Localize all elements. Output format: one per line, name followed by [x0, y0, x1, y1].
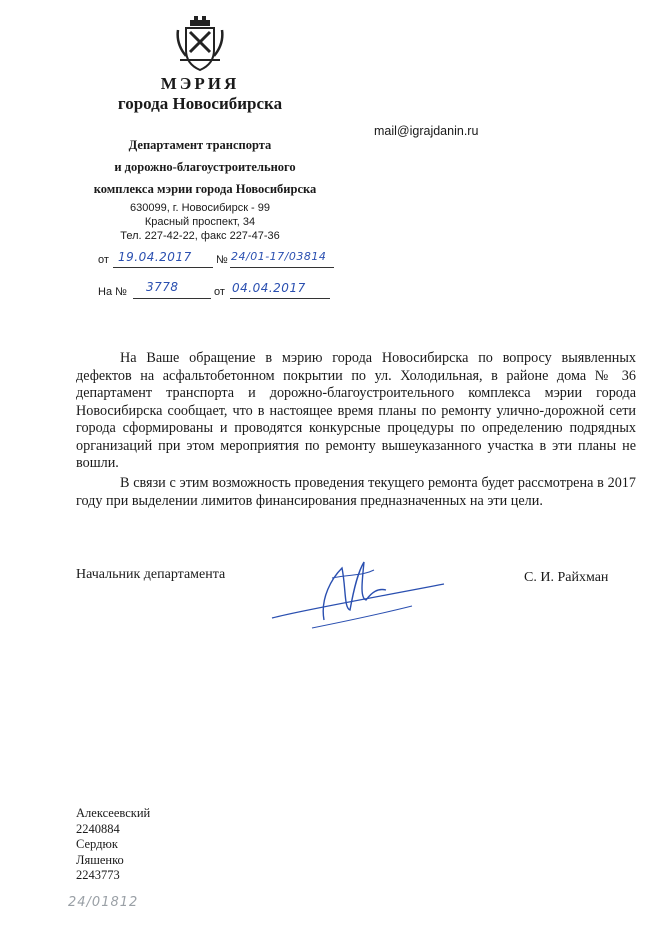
performer-phone: 2240884 — [76, 821, 120, 836]
address-line-2: Красный проспект, 34 — [144, 216, 256, 228]
department-line-2: и дорожно-благоустроительного — [114, 160, 296, 174]
performer-name: Сердюк — [76, 837, 118, 851]
recipient-email: mail@igrajdanin.ru — [374, 124, 479, 138]
handwritten-signature — [262, 548, 452, 636]
from-date: 19.04.2017 — [118, 250, 192, 264]
performer-name: Ляшенко — [76, 852, 124, 867]
reply-label: На № — [98, 286, 127, 298]
address-line-3: Тел. 227-42-22, факс 227-47-36 — [120, 230, 280, 242]
signer-title: Начальник департамента — [76, 567, 226, 582]
reply-date-line — [230, 298, 330, 299]
address-line-1: 630099, г. Новосибирск - 99 — [129, 202, 271, 214]
body-paragraph-2: В связи с этим возможность проведения текущего ремонта будет рассмотрена в 2017 году при выделении лимитов финансирования предназначенных на эти цели. — [76, 475, 636, 509]
org-name: МЭРИЯ — [160, 74, 240, 93]
performer-phone: 2243773 — [76, 868, 120, 882]
department-line-3: комплекса мэрии города Новосибирска — [93, 182, 317, 196]
performer-name: Алексеевский — [76, 806, 151, 820]
org-city: города Новосибирска — [117, 94, 283, 113]
body-paragraph-1: На Ваше обращение в мэрию города Новосибирска по вопросу выявленных дефектов на асфальтобетонном покрытии по ул. Холодильная, в районе дома № 36 департамент транспорта и дорожно-благоустроительного комплекса мэрии города Новосибирска сообщает, что в настоящее время планы по ремонту улично-дорожной сети города сформированы и проводятся конкурсные процедуры по определению подрядных организаций при этом мероприятия по ремонту вышеуказанного участка в эти планы не вошли. — [76, 350, 636, 471]
signer-name: С. И. Райхман — [524, 570, 609, 585]
number-label: № — [216, 254, 228, 266]
number-line — [230, 267, 334, 268]
from-date-line — [113, 267, 213, 268]
registry-stamp-number: 24/01812 — [68, 895, 139, 910]
city-coat-of-arms-icon — [176, 16, 224, 72]
reply-from-label: от — [214, 286, 225, 298]
performers-block — [76, 806, 150, 884]
department-line-1: Департамент транспорта — [128, 138, 272, 152]
reply-date: 04.04.2017 — [232, 281, 306, 295]
reply-number: 3778 — [146, 280, 179, 294]
outgoing-number: 24/01-17/03814 — [231, 250, 327, 263]
reply-number-line — [133, 298, 211, 299]
from-label: от — [98, 254, 109, 266]
